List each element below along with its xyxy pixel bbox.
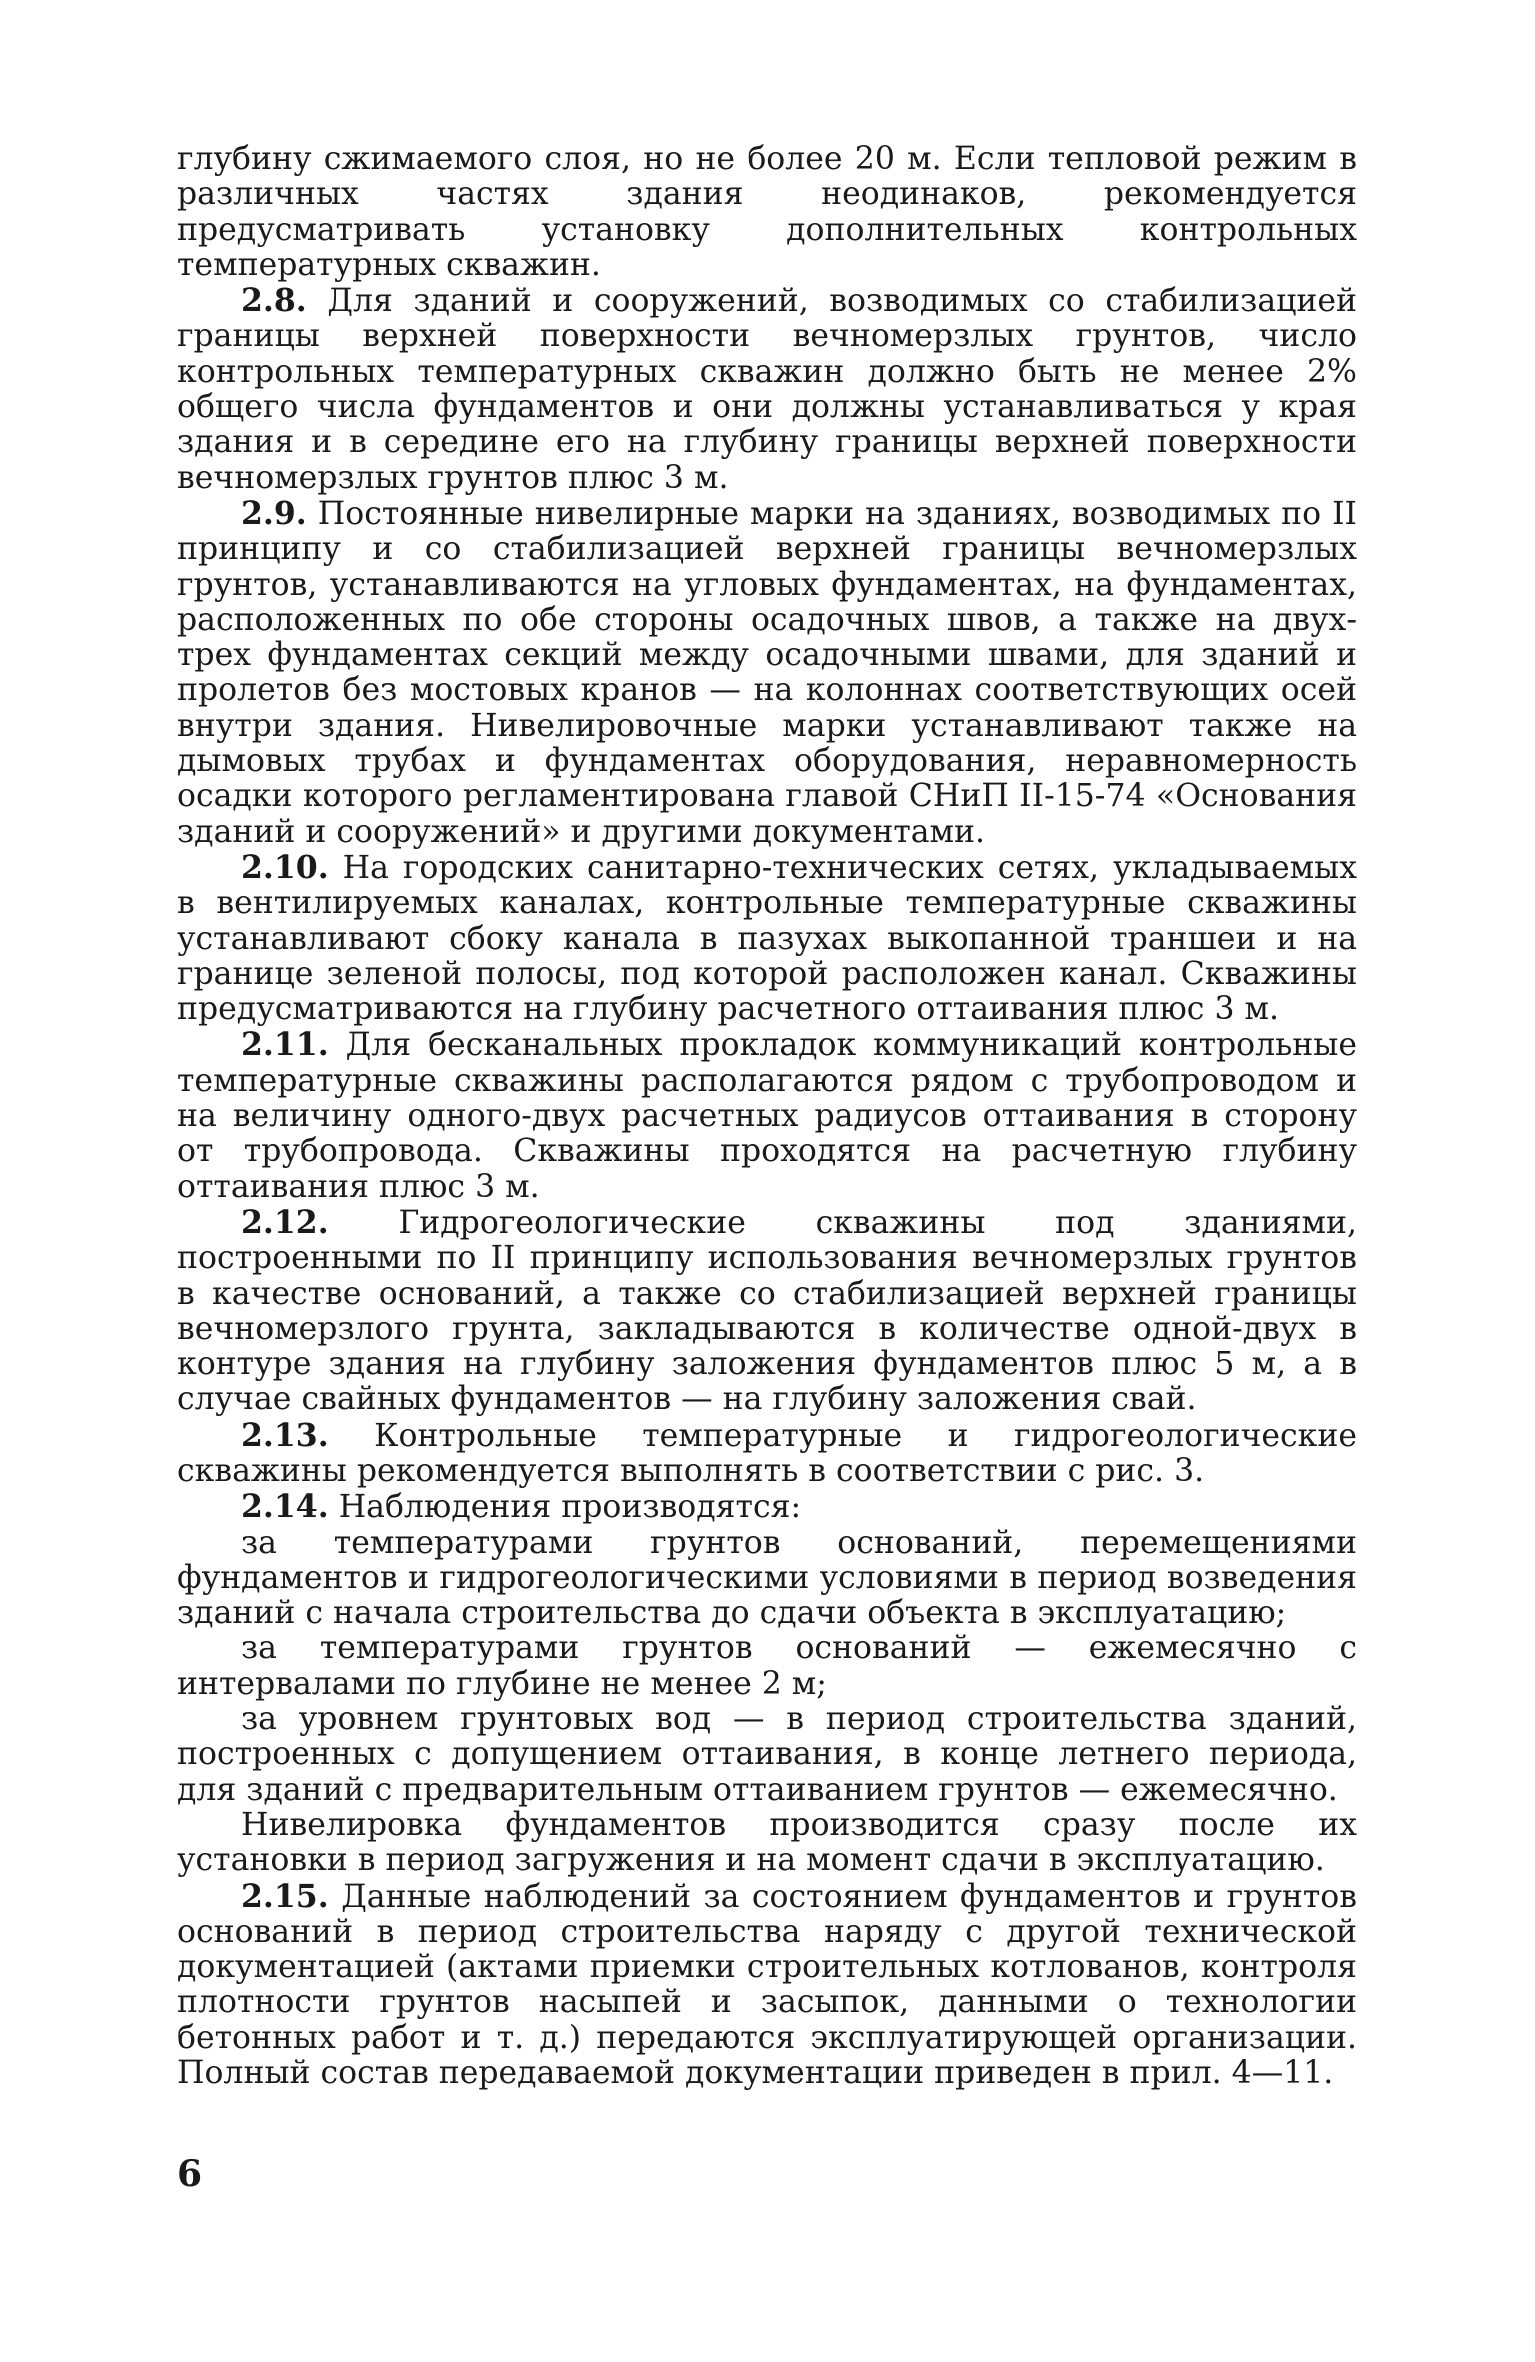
paragraph-text: На городских санитарно-технических сетях, укладываемых в вентилируемых каналах, контрольные температурные скважины устанавливают сбоку канала в пазухах выкопанной траншеи и на границе зеленой полосы, под которой расположен канал. Скважины предусматриваются на глубину расчетного оттаивания плюс 3 м. — [177, 849, 1358, 1028]
paragraph-number: 2.13. — [241, 1416, 329, 1454]
paragraph-2-10 — [177, 850, 1357, 1027]
paragraph-text: Для зданий и сооружений, возводимых со стабилизацией границы верхней поверхности вечномерзлых грунтов, число контрольных температурных скважин должно быть не менее 2% общего числа фундаментов и они должны устанавливаться у края здания и в середине его на глубину границы верхней поверхности вечномерзлых грунтов плюс 3 м. — [177, 283, 1357, 496]
paragraph-number: 2.8. — [241, 282, 307, 320]
paragraph-item — [177, 1808, 1357, 1879]
paragraph-item — [177, 1526, 1357, 1632]
paragraph-number: 2.10. — [241, 848, 329, 886]
paragraph-2-8 — [177, 283, 1357, 496]
paragraph-text: Гидрогеологические скважины под зданиями, построенными по II принципу использования вечномерзлых грунтов в качестве оснований, а также со стабилизацией верхней границы вечномерзлого грунта, закладываются в количестве одной-двух в контуре здания на глубину заложения фундаментов плюс 5 м, а в случае свайных фундаментов — на глубину заложения свай. — [177, 1204, 1357, 1418]
paragraph-text: глубину сжимаемого слоя, но не более 20 м. Если тепловой режим в различных частях здания неодинаков, рекомендуется предусматривать установку дополнительных контрольных температурных скважин. — [177, 141, 1357, 283]
paragraph-number: 2.14. — [241, 1488, 329, 1526]
paragraph-text: Для бесканальных прокладок коммуникаций контрольные температурные скважины располагаются рядом с трубопроводом и на величину одного-двух расчетных радиусов оттаивания в сторону от трубопровода. Скважины проходятся на расчетную глубину оттаивания плюс 3 м. — [177, 1027, 1358, 1205]
page-number: 6 — [177, 2153, 203, 2195]
paragraph-2-15 — [177, 1879, 1357, 2092]
paragraph-number: 2.15. — [241, 1877, 329, 1915]
paragraph-text: Данные наблюдений за состоянием фундаментов и грунтов оснований в период строительства наряду с другой технической документацией (актами приемки строительных котлованов, контроля плотности грунтов насыпей и засыпок, данными о технологии бетонных работ и т. д.) передаются эксплуатирующей организации. Полный состав передаваемой документации приведен в прил. 4—11. — [177, 1878, 1357, 2092]
paragraph-text: Контрольные температурные и гидрогеологические скважины рекомендуется выполнять в соответствии с рис. 3. — [177, 1417, 1357, 1489]
paragraph-number: 2.9. — [241, 494, 307, 532]
paragraph-item — [177, 1702, 1357, 1808]
paragraph-number: 2.12. — [241, 1203, 329, 1241]
paragraph-2-9 — [177, 496, 1357, 850]
paragraph-2-11 — [177, 1027, 1357, 1204]
paragraph-text: Постоянные нивелирные марки на зданиях, возводимых по II принципу и со стабилизацией верхней границы вечномерзлых грунтов, устанавливаются на угловых фундаментах, на фундаментах, расположенных по обе стороны осадочных швов, а также на двух-трех фундаментах секций между осадочными швами, для зданий и пролетов без мостовых кранов — на колоннах соответствующих осей внутри здания. Нивелировочные марки устанавливают также на дымовых трубах и фундаментах оборудования, неравномерность осадки которого регламентирована главой СНиП II-15-74 «Основания зданий и сооружений» и другими документами. — [177, 495, 1357, 850]
paragraph-number: 2.11. — [241, 1026, 329, 1064]
paragraph-text: Наблюдения производятся: — [338, 1489, 802, 1526]
paragraph-2-14 — [177, 1489, 1357, 1525]
paragraph-2-12 — [177, 1205, 1357, 1418]
paragraph-text: за температурами грунтов оснований, перемещениями фундаментов и гидрогеологическими условиями в период возведения зданий с начала строительства до сдачи объекта в эксплуатацию; — [177, 1524, 1357, 1632]
paragraph-text: Нивелировка фундаментов производится сразу после их установки в период загружения и на момент сдачи в эксплуатацию. — [177, 1806, 1357, 1879]
paragraph-item — [177, 1631, 1357, 1702]
paragraph-2-13 — [177, 1418, 1357, 1490]
paragraph-text: за уровнем грунтовых вод — в период строительства зданий, построенных с допущением оттаивания, в конце летнего периода, для зданий с предварительным оттаиванием грунтов — ежемесячно. — [177, 1701, 1357, 1808]
paragraph-continuation — [177, 142, 1357, 283]
paragraph-text: за температурами грунтов оснований — ежемесячно с интервалами по глубине не менее 2 м; — [177, 1630, 1357, 1702]
document-page — [177, 142, 1357, 2091]
